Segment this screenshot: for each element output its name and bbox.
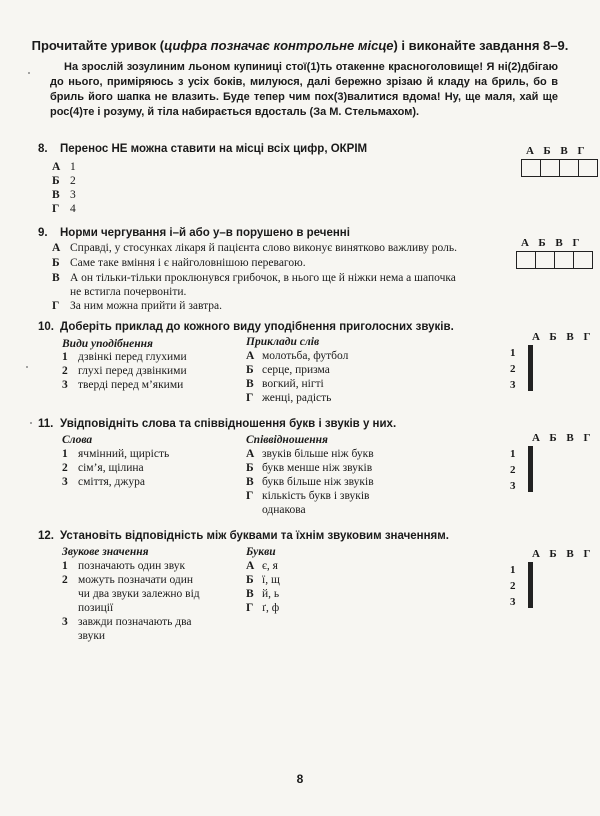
answer-matrix	[528, 345, 533, 391]
question-9-option: В А он тільки-тільки проклюнувся грибочок, в нього ще й ніжки нема а шапочка	[52, 272, 456, 284]
match-right-item: Г женці, радість	[246, 392, 332, 404]
match-right-item: В букв більше ніж звуків	[246, 476, 374, 488]
answer-cell[interactable]	[532, 462, 533, 477]
page-number: 8	[296, 772, 304, 786]
match-left-item: 1 ячмінний, щирість	[62, 448, 170, 460]
answer-cell[interactable]	[532, 563, 533, 578]
answer-cell[interactable]	[559, 159, 579, 177]
answer-cell[interactable]	[535, 251, 555, 269]
scan-speck	[28, 72, 30, 74]
answer-cell[interactable]	[532, 361, 533, 376]
grid-letter: Г	[577, 145, 585, 157]
answer-cell[interactable]	[516, 251, 536, 269]
match-right-item: А є, я	[246, 560, 278, 572]
match-left-item: 2 можуть позначати один	[62, 574, 194, 586]
match-right-item: однакова	[262, 504, 306, 516]
answer-matrix	[528, 562, 533, 608]
grid-letter: Г	[583, 331, 591, 343]
grid-row-number: 2	[510, 464, 516, 476]
answer-cell[interactable]	[521, 159, 541, 177]
match-right-item: Б серце, призма	[246, 364, 330, 376]
answer-cell[interactable]	[532, 447, 533, 462]
question-10-stem: 10. Доберіть приклад до кожного виду уподібнення приголосних звуків.	[38, 321, 454, 333]
grid-letter: В	[566, 432, 574, 444]
question-9-option: Б Саме таке вміння і є найголовнішою перевагою.	[52, 257, 306, 269]
grid-row-number: 1	[510, 448, 516, 460]
question-9-option: Г За ним можна прийти й завтра.	[52, 300, 223, 312]
answer-cell[interactable]	[554, 251, 574, 269]
grid-row-number: 1	[510, 564, 516, 576]
heading-text: Прочитайте уривок (	[31, 38, 165, 53]
grid-row-number: 3	[510, 596, 516, 608]
question-8-option: Б 2	[52, 175, 76, 187]
match-left-item: 1 позначають один звук	[62, 560, 186, 572]
answer-cell[interactable]	[532, 593, 533, 608]
match-left-item: 2 глухі перед дзвінкими	[62, 365, 187, 377]
question-8-option: Г 4	[52, 203, 76, 215]
match-right-item: Г кількість букв і звуків	[246, 490, 370, 502]
reading-passage: На зрослій зозулиним льоном купиниці стої(1)ть отакенне красноголовище! Я ні(2)дбігаю до нього, приміряюсь з усіх боків, милуюся, далі бережно зрізаю й кладу на бриль, бо в бриль його шапка не влазить. Буде тепер чим пох(3)валитися вдома! Ну, ще маля, хай ще рос(4)те і розуму, й тіла набирається вдосталь (За М. Стельмахом).	[50, 61, 558, 118]
grid-letter: Б	[549, 548, 557, 560]
answer-cell[interactable]	[578, 159, 598, 177]
column-heading: Приклади слів	[246, 336, 320, 348]
grid-letter: Б	[549, 432, 557, 444]
match-left-item: 2 сім’я, щілина	[62, 462, 144, 474]
grid-row-number: 3	[510, 379, 516, 391]
question-9-stem: 9. Норми чергування і–й або у–в порушено в реченні	[38, 227, 350, 239]
grid-row-number: 3	[510, 480, 516, 492]
grid-letter: Г	[583, 548, 591, 560]
question-8-stem: 8. Перенос НЕ можна ставити на місці всіх цифр, ОКРІМ	[38, 143, 368, 155]
grid-letter: В	[560, 145, 568, 157]
answer-cell[interactable]	[532, 477, 533, 492]
answer-matrix	[528, 446, 533, 492]
match-left-item: 1 дзвінкі перед глухими	[62, 351, 187, 363]
match-left-item: позиції	[78, 602, 114, 614]
question-12-stem: 12. Установіть відповідність між буквами та їхнім звуковим значенням.	[38, 530, 449, 542]
column-heading: Види уподібнення	[62, 338, 153, 350]
grid-row-number: 2	[510, 580, 516, 592]
heading-text-end: ) і виконайте завдання 8–9.	[393, 38, 569, 53]
match-right-item: В й, ь	[246, 588, 280, 600]
column-heading: Букви	[246, 546, 276, 558]
answer-cell[interactable]	[532, 346, 533, 361]
match-left-item: чи два звуки залежно від	[78, 588, 200, 600]
grid-letter: В	[566, 548, 574, 560]
match-right-item: Б букв менше ніж звуків	[246, 462, 373, 474]
scan-speck	[30, 422, 32, 424]
question-11-stem: 11. Увідповідніть слова та співвідношення букв і звуків у них.	[38, 418, 397, 430]
grid-letter: А	[521, 237, 529, 249]
match-left-item: 3 завжди позначають два	[62, 616, 192, 628]
grid-letter: Б	[543, 145, 551, 157]
match-right-item: А молотьба, футбол	[246, 350, 349, 362]
grid-letter: А	[532, 548, 540, 560]
instruction-heading	[0, 38, 600, 53]
grid-letter: В	[555, 237, 563, 249]
grid-letter: А	[532, 331, 540, 343]
grid-letter: В	[566, 331, 574, 343]
scan-speck	[26, 366, 28, 368]
grid-letter: Б	[538, 237, 546, 249]
grid-letter: Г	[572, 237, 580, 249]
grid-letter: Г	[583, 432, 591, 444]
match-right-item: Б ї, щ	[246, 574, 280, 586]
column-heading: Звукове значення	[62, 546, 149, 558]
grid-letter: Б	[549, 331, 557, 343]
column-heading: Співвідношення	[246, 434, 328, 446]
match-left-item: 3 тверді перед м’якими	[62, 379, 184, 391]
match-left-item: 3 сміття, джура	[62, 476, 145, 488]
question-9-option: А Справді, у стосунках лікаря й пацієнта слово виконує винятково важливу роль.	[52, 242, 457, 254]
match-left-item: звуки	[78, 630, 106, 642]
match-right-item: А звуків більше ніж букв	[246, 448, 374, 460]
answer-cell[interactable]	[573, 251, 593, 269]
question-8-option: В 3	[52, 189, 76, 201]
answer-cell[interactable]	[532, 578, 533, 593]
grid-letter: А	[532, 432, 540, 444]
heading-italic: цифра позначає контрольне місце	[164, 38, 394, 53]
grid-row-number: 2	[510, 363, 516, 375]
answer-cell[interactable]	[540, 159, 560, 177]
match-right-item: В вогкий, нігті	[246, 378, 324, 390]
grid-row-number: 1	[510, 347, 516, 359]
grid-letter: А	[526, 145, 534, 157]
question-9-option: не встигла почервоніти.	[70, 286, 187, 298]
match-right-item: Г ґ, ф	[246, 602, 280, 614]
answer-cell[interactable]	[532, 376, 533, 391]
column-heading: Слова	[62, 434, 93, 446]
question-8-option: А 1	[52, 161, 76, 173]
